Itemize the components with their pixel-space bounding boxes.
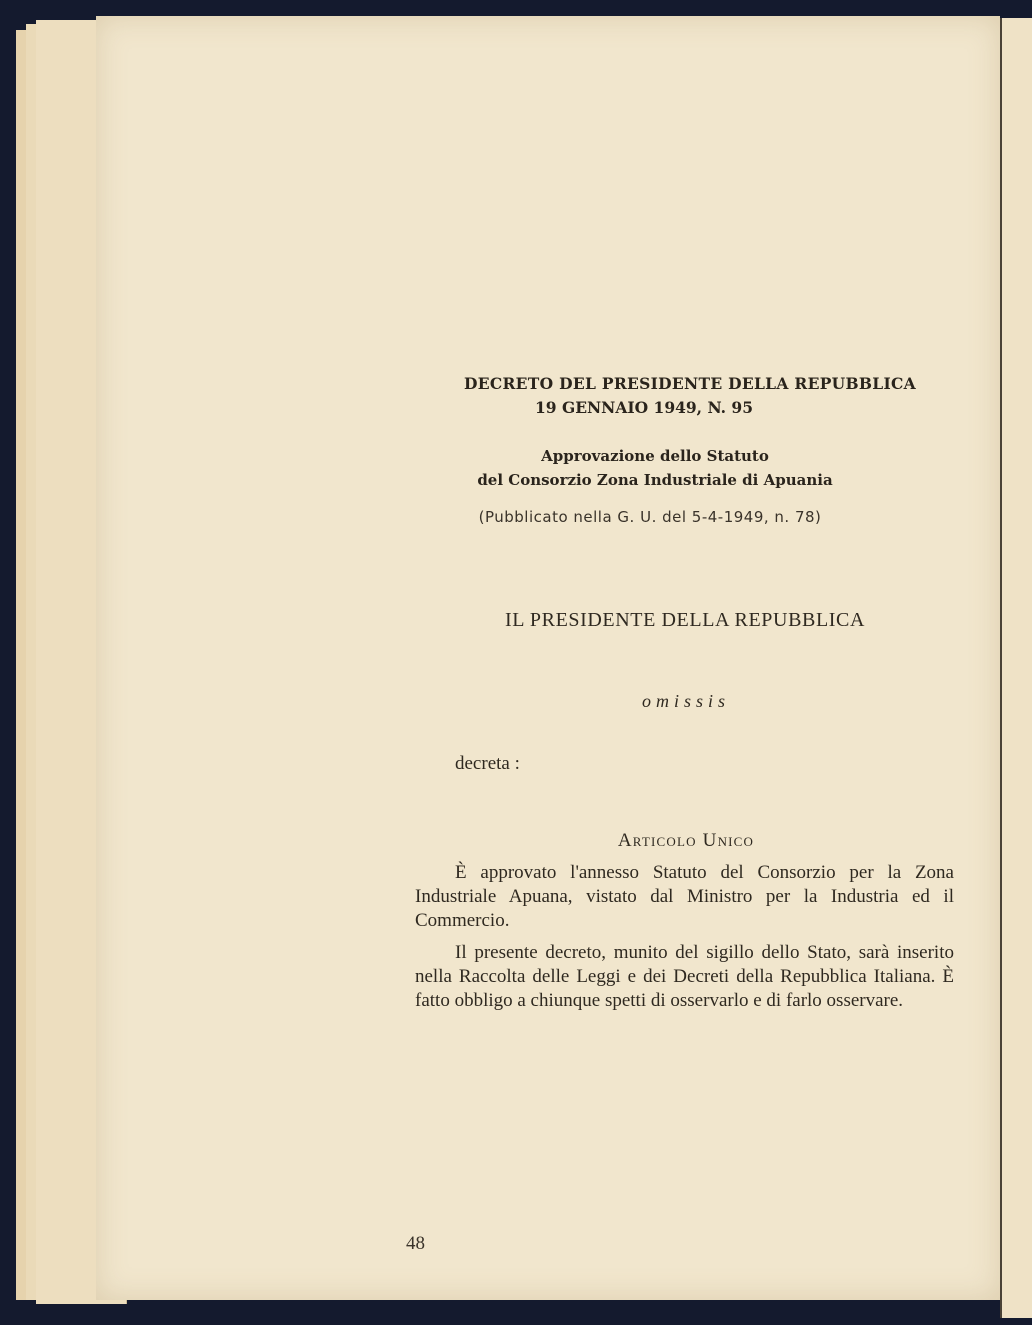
publication-note: (Pubblicato nella G. U. del 5-4-1949, n. 78)	[478, 508, 822, 526]
subject-line-2: del Consorzio Zona Industriale di Apuania	[477, 471, 833, 489]
decree-title: DECRETO DEL PRESIDENTE DELLA REPUBBLICA	[464, 374, 916, 393]
article-body	[415, 861, 954, 1021]
president-heading: IL PRESIDENTE DELLA REPUBBLICA	[504, 609, 866, 631]
facing-page-edge	[1000, 18, 1032, 1318]
decreta-text: decreta :	[455, 753, 520, 774]
paragraph-2: Il presente decreto, munito del sigillo dello Stato, sarà inserito nella Raccolta delle Leggi e dei Decreti della Repubblica Italiana. È fatto obbligo a chiunque spetti di osservarlo e di farlo osservare.	[415, 942, 954, 1011]
page-number: 48	[406, 1233, 425, 1254]
article-heading: Articolo Unico	[617, 830, 755, 851]
decree-subject	[430, 444, 880, 492]
omissis-text: omissis	[641, 691, 730, 711]
paragraph-1: È approvato l'annesso Statuto del Consorzio per la Zona Industriale Apuana, vistato dal Ministro per la Industria ed il Commercio.	[415, 862, 954, 931]
subject-line-1: Approvazione dello Statuto	[541, 447, 769, 465]
document-page	[96, 16, 1000, 1300]
decree-date-number: 19 GENNAIO 1949, N. 95	[535, 398, 753, 417]
